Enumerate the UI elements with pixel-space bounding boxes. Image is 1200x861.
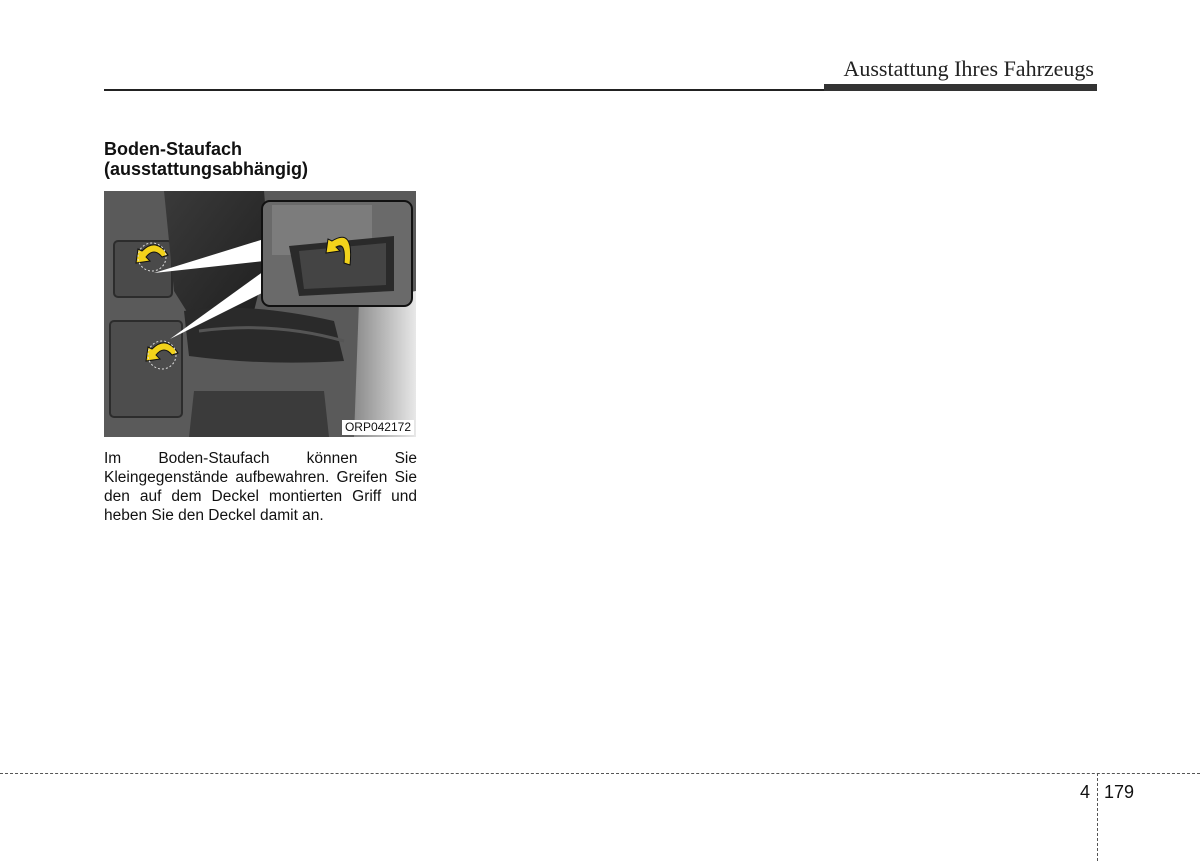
footer-dashed-rule <box>0 773 1200 774</box>
body-paragraph: Im Boden-Staufach können Sie Kleingegenstände aufbewahren. Greifen Sie den auf dem Deckel montierten Griff und heben Sie den Deckel damit an. <box>104 450 417 524</box>
section-heading-line1: Boden-Staufach <box>104 139 243 159</box>
header-rule-thin <box>104 89 826 91</box>
page-header-title: Ausstattung Ihres Fahrzeugs <box>843 56 1094 81</box>
section-heading-line2: (ausstattungsabhängig) <box>104 159 309 179</box>
floor-panel-lower <box>110 321 182 417</box>
illustration-svg <box>104 191 416 437</box>
chapter-number: 4 <box>1080 782 1091 802</box>
footer-dashed-divider <box>1097 773 1098 861</box>
section-heading <box>104 139 424 179</box>
header-rule-thick <box>824 84 1097 91</box>
figure-code: ORP042172 <box>342 420 414 435</box>
floor-storage-illustration <box>104 191 416 437</box>
page-number: 179 <box>1104 782 1135 802</box>
